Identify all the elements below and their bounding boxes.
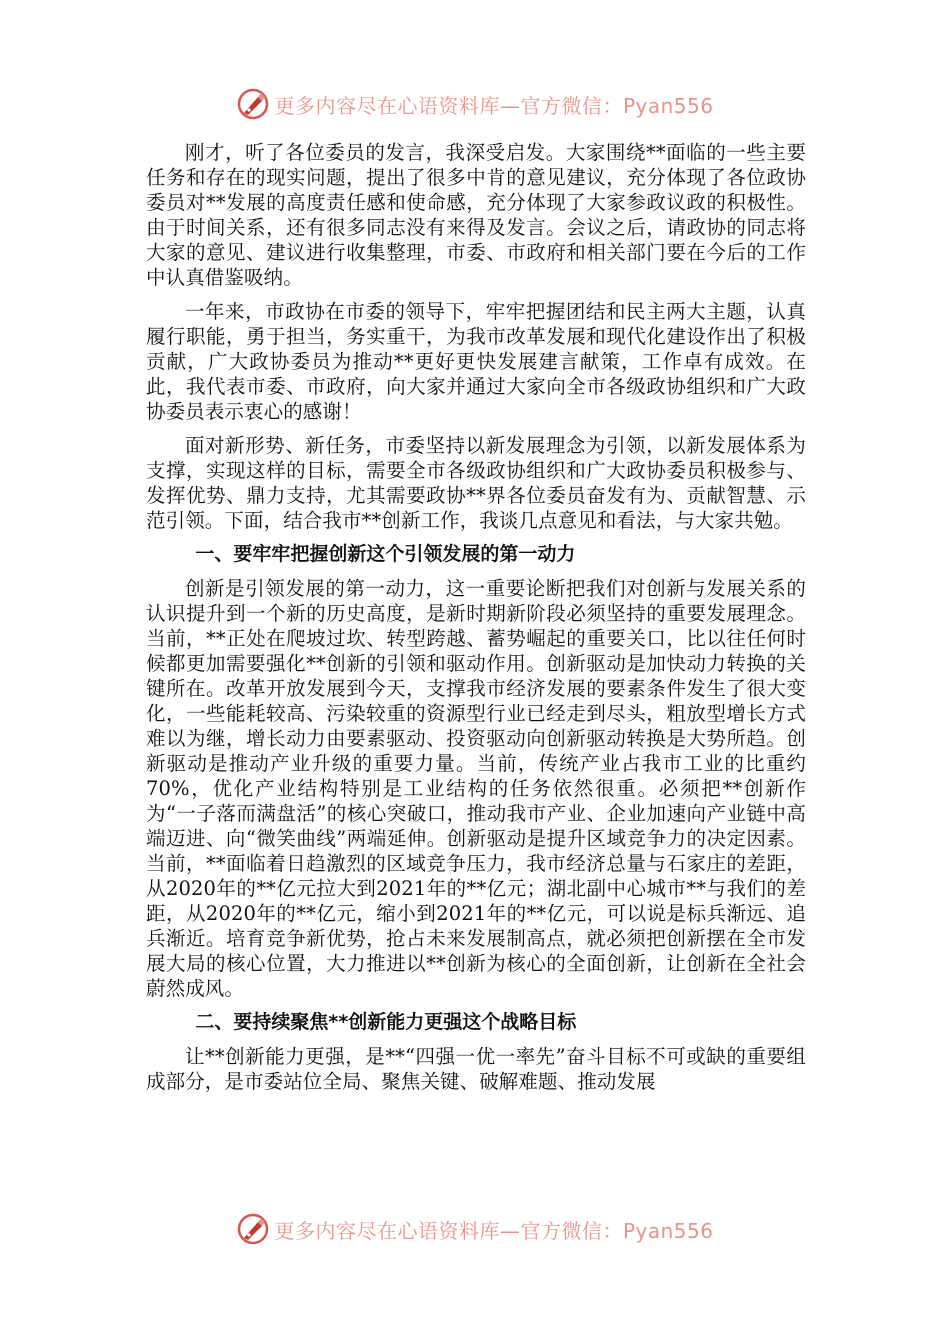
section-heading-1: 一、要牢牢把握创新这个引领发展的第一动力 [195,543,576,565]
document-body [146,140,806,1103]
footer-watermark-banner [0,1209,950,1249]
paragraph-5: 让**创新能力更强，是**“四强一优一率先”奋斗目标不可或缺的重要组成部分，是市委站位全局、聚焦关键、破解难题、推动发展 [146,1045,806,1093]
paragraph-2: 一年来，市政协在市委的领导下，牢牢把握团结和民主两大主题，认真履行职能，勇于担当，务实重干，为我市改革发展和现代化建设作出了积极贡献，广大政协委员为推动**更好更快发展建言献策，工作卓有成效。在此，我代表市委、市政府，向大家并通过大家向全市各级政协组织和广大政协委员表示衷心的感谢！ [146,300,806,423]
footer-watermark-text: 更多内容尽在心语资料库—官方微信：Pyan556 [274,1218,714,1243]
paragraph-1: 刚才，听了各位委员的发言，我深受启发。大家围绕**面临的一些主要任务和存在的现实问题，提出了很多中肯的意见建议，充分体现了各位政协委员对**发展的高度责任感和使命感，充分体现了大家参政议政的积极性。由于时间关系，还有很多同志没有来得及发言。会议之后，请政协的同志将大家的意见、建议进行收集整理，市委、市政府和相关部门要在今后的工作中认真借鉴吸纳。 [146,141,806,289]
pen-nib-logo-icon [236,1212,270,1246]
pen-nib-logo-icon [236,87,270,121]
paragraph-3: 面对新形势、新任务，市委坚持以新发展理念为引领，以新发展体系为支撑，实现这样的目标，需要全市各级政协组织和广大政协委员积极参与、发挥优势、鼎力支持，尤其需要政协**界各位委员奋发有为、贡献智慧、示范引领。下面，结合我市**创新工作，我谈几点意见和看法，与大家共勉。 [146,434,806,532]
paragraph-4: 创新是引领发展的第一动力，这一重要论断把我们对创新与发展关系的认识提升到一个新的历史高度，是新时期新阶段必须坚持的重要发展理念。当前，**正处在爬坡过坎、转型跨越、蓄势崛起的重要关口，比以往任何时候都更加需要强化**创新的引领和驱动作用。创新驱动是加快动力转换的关键所在。改革开放发展到今天，支撑我市经济发展的要素条件发生了很大变化，一些能耗较高、污染较重的资源型行业已经走到尽头，粗放型增长方式难以为继，增长动力由要素驱动、投资驱动向创新驱动转换是大势所趋。创新驱动是推动产业升级的重要力量。当前，传统产业占我市工业的比重约70%，优化产业结构特别是工业结构的任务依然很重。必须把**创新作为“一子落而满盘活”的核心突破口，推动我市产业、企业加速向产业链中高端迈进、向“微笑曲线”两端延伸。创新驱动是提升区域竞争力的决定因素。当前，**面临着日趋激烈的区域竞争压力，我市经济总量与石家庄的差距，从2020年的**亿元拉大到2021年的**亿元；湖北副中心城市**与我们的差距，从2020年的**亿元，缩小到2021年的**亿元，可以说是标兵渐远、追兵渐近。培育竞争新优势，抢占未来发展制高点，就必须把创新摆在全市发展大局的核心位置，大力推进以**创新为核心的全面创新，让创新在全社会蔚然成风。 [146,577,806,1000]
header-watermark-banner [0,84,950,124]
section-heading-2: 二、要持续聚焦**创新能力更强这个战略目标 [195,1011,577,1033]
header-watermark-text: 更多内容尽在心语资料库—官方微信：Pyan556 [274,93,714,118]
